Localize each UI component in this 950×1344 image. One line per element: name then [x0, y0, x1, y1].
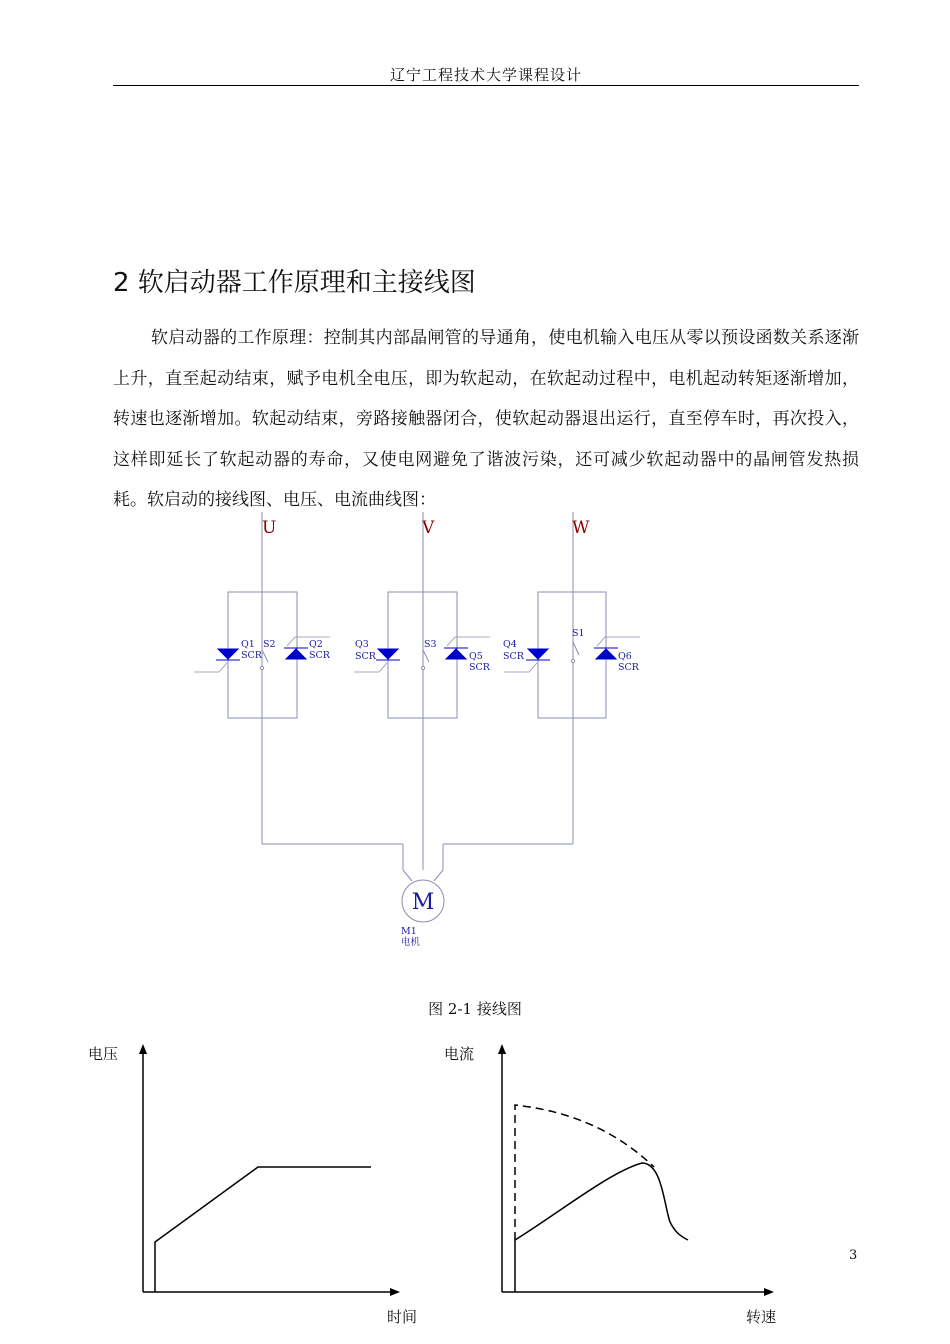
scr-q5-icon [444, 648, 468, 659]
scr-q4-icon [526, 649, 550, 660]
page-header: 辽宁工程技术大学课程设计 [389, 66, 582, 84]
current-ylabel: 电流 [444, 1045, 475, 1063]
label-q3: Q3 [355, 639, 369, 650]
figure-caption: 图 2-1 接线图 [428, 1000, 522, 1018]
label-q2-type: SCR [309, 650, 330, 661]
label-q3-type: SCR [355, 651, 376, 662]
phase-label-v: V [422, 518, 435, 538]
label-s2: S2 [263, 639, 276, 650]
label-q6-type: SCR [618, 662, 639, 673]
voltage-chart [88, 1044, 417, 1326]
label-q5-type: SCR [469, 662, 490, 673]
voltage-ylabel: 电压 [88, 1045, 119, 1063]
label-q1-type: SCR [241, 650, 262, 661]
motor-ref: M1 [401, 926, 417, 937]
current-xlabel: 转速 [746, 1308, 777, 1326]
scr-q2-icon [284, 648, 308, 659]
label-q4-type: SCR [503, 651, 524, 662]
scr-q1-icon [216, 649, 240, 660]
body-paragraph: 软启动器的工作原理：控制其内部晶闸管的导通角，使电机输入电压从零以预设函数关系逐渐上升，直至起动结束，赋予电机全电压，即为软起动，在软起动过程中，电机起动转矩逐渐增加，转速也逐渐增加。软起动结束，旁路接触器闭合，使软起动器退出运行，直至停车时，再次投入，这样即延长了软起动器的寿命，又使电网避免了谐波污染，还可减少软起动器中的晶闸管发热损耗。软启动的接线图、电压、电流曲线图： [113, 328, 859, 510]
motor-symbol: M [411, 890, 435, 915]
motor-name: 电机 [401, 937, 421, 948]
label-q1: Q1 [241, 639, 255, 650]
scr-q6-icon [594, 648, 618, 659]
voltage-xlabel: 时间 [387, 1308, 418, 1326]
voltage-x-arrow-icon [390, 1288, 400, 1296]
voltage-y-arrow-icon [139, 1044, 147, 1054]
label-q2: Q2 [309, 639, 323, 650]
phase-wires [228, 512, 606, 881]
label-s3: S3 [424, 639, 437, 650]
voltage-curve [155, 1167, 371, 1292]
label-q6: Q6 [618, 651, 632, 662]
label-s1: S1 [572, 628, 585, 639]
label-q4: Q4 [503, 639, 517, 650]
current-chart [444, 1044, 776, 1326]
current-y-arrow-icon [498, 1044, 506, 1054]
label-q5: Q5 [469, 651, 483, 662]
current-direct-start-curve [515, 1105, 654, 1240]
section-heading: 2 软启动器工作原理和主接线图 [113, 268, 476, 298]
scr-q3-icon [376, 649, 400, 660]
phase-label-w: W [572, 518, 590, 538]
phase-label-u: U [262, 518, 277, 538]
scr-symbols [216, 648, 618, 660]
page-number: 3 [849, 1248, 858, 1263]
current-curve [515, 1163, 688, 1240]
current-x-arrow-icon [764, 1288, 774, 1296]
